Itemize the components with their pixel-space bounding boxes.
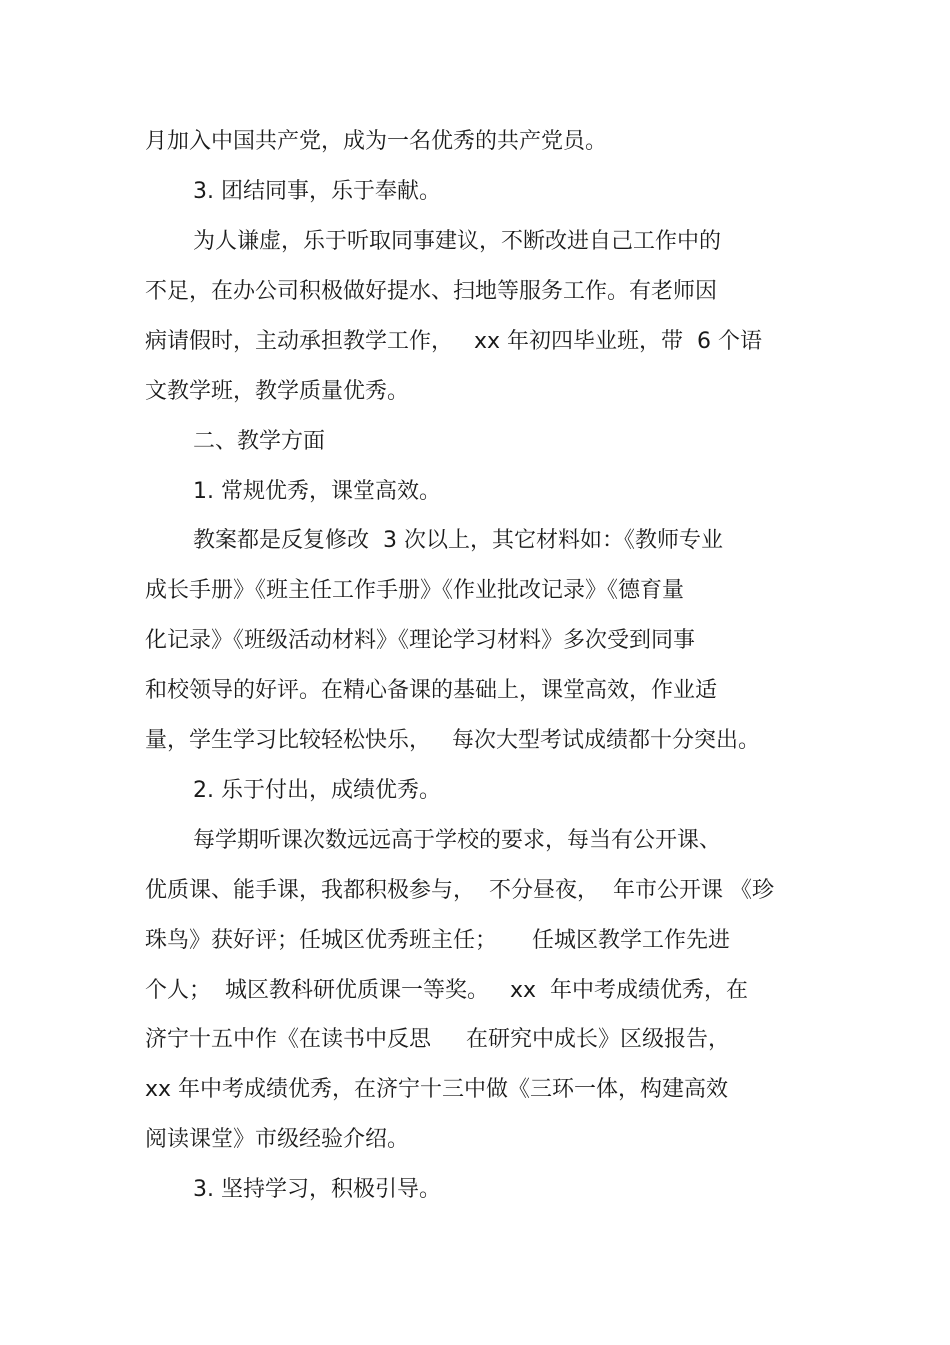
text-line: 每学期听课次数远远高于学校的要求，每当有公开课、 — [193, 828, 722, 853]
text-line: xx 年中考成绩优秀，在济宁十三中做《三环一体，构建高效 — [145, 1077, 729, 1102]
text-line: 济宁十五中作《在读书中反思 在研究中成长》区级报告， — [145, 1027, 730, 1052]
text-line: 不足，在办公司积极做好提水、扫地等服务工作。有老师因 — [145, 279, 718, 304]
text-line: 个人； 城区教科研优质课一等奖。 xx 年中考成绩优秀，在 — [145, 978, 748, 1003]
text-line: 和校领导的好评。在精心备课的基础上，课堂高效，作业适 — [145, 678, 718, 703]
text-line: 月加入中国共产党，成为一名优秀的共产党员。 — [145, 129, 608, 154]
text-line: 教案都是反复修改 3 次以上，其它材料如：《教师专业 — [193, 528, 723, 553]
text-line: 优质课、能手课，我都积极参与， 不分昼夜， 年市公开课 《珍 — [145, 878, 774, 903]
text-line: 成长手册》《班主任工作手册》《作业批改记录》《德育量 — [145, 578, 685, 603]
section-heading: 3. 团结同事，乐于奉献。 — [193, 179, 441, 204]
text-line: 病请假时，主动承担教学工作， xx 年初四毕业班，带 6 个语 — [145, 329, 762, 354]
section-heading: 2. 乐于付出，成绩优秀。 — [193, 778, 441, 803]
text-line: 化记录》《班级活动材料》《理论学习材料》多次受到同事 — [145, 628, 696, 653]
text-line: 珠鸟》获好评；任城区优秀班主任； 任城区教学工作先进 — [145, 928, 730, 953]
section-heading: 3. 坚持学习，积极引导。 — [193, 1177, 441, 1202]
text-line: 文教学班，教学质量优秀。 — [145, 379, 410, 404]
text-line: 阅读课堂》市级经验介绍。 — [145, 1127, 410, 1152]
text-line: 量，学生学习比较轻松快乐， 每次大型考试成绩都十分突出。 — [145, 728, 760, 753]
text-line: 为人谦虚，乐于听取同事建议，不断改进自己工作中的 — [193, 229, 722, 254]
section-heading: 1. 常规优秀，课堂高效。 — [193, 479, 441, 504]
section-heading: 二、教学方面 — [193, 429, 326, 454]
